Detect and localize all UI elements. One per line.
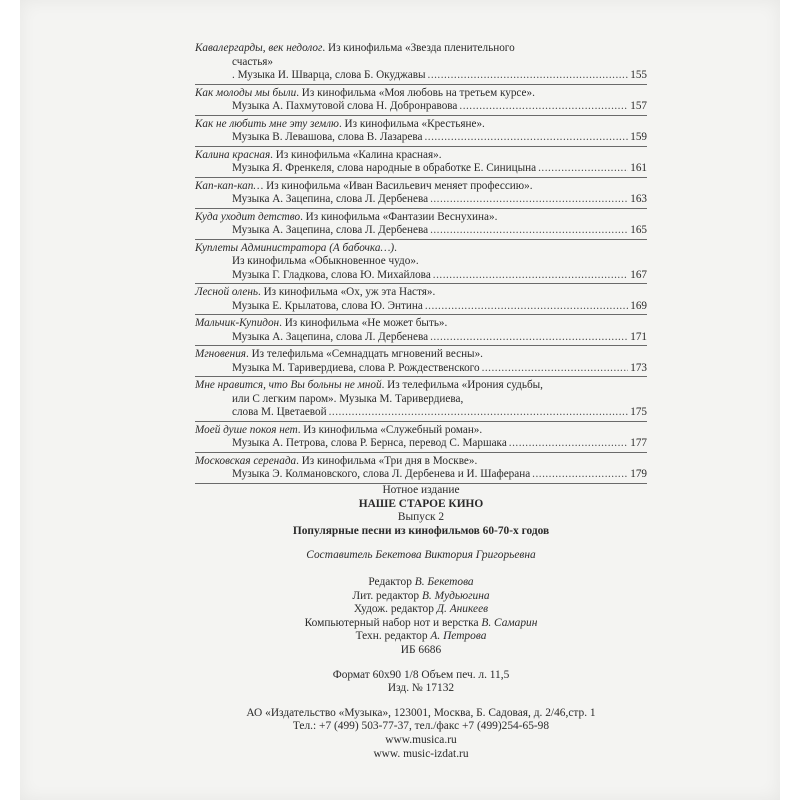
toc-entry — [195, 348, 647, 377]
book-subtitle: Популярные песни из кинофильмов 60-70-х годов — [292, 524, 550, 537]
song-title: Как не любить мне эту землю — [195, 117, 339, 130]
toc-entry — [195, 242, 647, 285]
song-title: Лесной олень — [195, 286, 258, 298]
imprint-block — [195, 484, 647, 761]
page-number: 169 — [630, 299, 647, 312]
table-of-contents — [195, 42, 647, 486]
dot-leader — [433, 269, 628, 283]
song-title: Мне нравится, что Вы больны не мной — [195, 379, 382, 391]
staff-row — [195, 603, 647, 617]
staff-role: Редактор — [368, 575, 415, 588]
toc-entry-credits-line — [195, 224, 647, 238]
song-source: . — [394, 241, 397, 254]
toc-entry — [195, 379, 647, 422]
toc-entry-credits-line — [195, 131, 647, 145]
compiler: Составитель Бекетова Виктория Григорьевна — [306, 549, 536, 562]
song-title: Моей душе покоя нет — [195, 423, 298, 436]
staff-role: Компьютерный набор нот и верстка — [304, 616, 482, 629]
toc-entry-heading — [195, 211, 647, 225]
page-number: 155 — [630, 69, 647, 81]
song-credits: Музыка А. Зацепина, слова Л. Дербенева — [232, 330, 429, 343]
website-1: www.musica.ru — [385, 733, 457, 746]
toc-entry-heading — [195, 455, 647, 469]
toc-entry-credits-line — [195, 193, 647, 207]
dot-leader — [538, 162, 628, 176]
page-number: 167 — [630, 268, 647, 281]
dot-leader — [430, 193, 628, 207]
toc-entry-credits-line — [195, 406, 647, 420]
toc-entry-credits-line — [195, 269, 647, 283]
song-credits: Музыка Э. Колмановского, слова Л. Дербенева и И. Шаферана — [232, 468, 531, 480]
toc-entry-credits-line — [195, 162, 647, 176]
toc-entry-heading — [195, 317, 647, 331]
toc-entry — [195, 455, 647, 484]
ib-number: ИБ 6686 — [400, 643, 442, 656]
toc-entry — [195, 87, 647, 116]
staff-row — [195, 630, 647, 644]
toc-entry-credits-line — [195, 100, 647, 114]
page-number: 161 — [630, 162, 647, 174]
song-credits: . Музыка И. Шварца, слова Б. Окуджавы — [232, 69, 426, 81]
staff-role: Техн. редактор — [355, 630, 431, 643]
toc-entry-heading — [195, 180, 647, 194]
song-title: Куда уходит детство — [195, 210, 301, 223]
dot-leader — [532, 468, 628, 482]
song-title: Как молоды мы были — [195, 86, 297, 99]
dot-leader — [428, 69, 629, 83]
page-number: 179 — [630, 468, 647, 480]
toc-entry-credits-line — [195, 362, 647, 376]
toc-entry — [195, 118, 647, 147]
toc-entry-credits-line — [195, 300, 647, 314]
staff-list — [195, 576, 647, 644]
song-credits: Музыка М. Таривердиева, слова Р. Рождественского — [232, 361, 480, 374]
dot-leader — [425, 300, 628, 314]
song-title: Мальчик-Купидон — [195, 317, 280, 329]
staff-role: Лит. редактор — [352, 589, 422, 602]
song-credits: Музыка А. Петрова, слова Р. Бернса, перевод С. Маршака — [232, 437, 507, 449]
page-number: 157 — [630, 100, 647, 112]
song-source: . Из кинофильма «Служебный роман». — [297, 423, 483, 436]
song-source: . Из кинофильма «Крестьяне». — [338, 117, 485, 130]
song-credits: Музыка Е. Крылатова, слова Ю. Энтина — [232, 299, 423, 312]
song-source: . Из кинофильма «Калина красная». — [270, 148, 442, 161]
song-title: Куплеты Администратора (А бабочка…) — [195, 241, 395, 254]
page-number: 163 — [630, 193, 647, 205]
order-number: Изд. № 17132 — [387, 682, 455, 695]
song-title: Мгновения — [195, 348, 246, 360]
toc-entry-heading — [195, 87, 647, 101]
song-credits: Музыка В. Левашова, слова В. Лазарева — [232, 131, 423, 143]
song-title: Калина красная — [195, 148, 271, 161]
toc-entry-continuation: или С легким паром». Музыка М. Таривердиева, — [232, 392, 464, 405]
toc-entry-credits-line — [195, 468, 647, 482]
toc-entry — [195, 286, 647, 315]
dot-leader — [459, 100, 628, 114]
song-title: Кап-кап-кап… — [195, 179, 264, 192]
song-title: Московская серенада — [195, 454, 297, 467]
toc-entry-heading — [195, 424, 647, 438]
toc-entry-credits-line — [195, 437, 647, 451]
page-number: 177 — [630, 437, 647, 449]
song-source: . Из кинофильма «Три дня в Москве». — [296, 454, 478, 467]
song-source: . Из кинофильма «Звезда пленительного — [322, 42, 515, 54]
toc-entry-continuation: Из кинофильма «Обыкновенное чудо». — [232, 255, 419, 267]
dot-leader — [482, 362, 629, 376]
dot-leader — [430, 331, 628, 345]
dot-leader — [509, 437, 628, 451]
page-number: 165 — [630, 224, 647, 236]
song-source: . Из кинофильма «Не может быть». — [279, 317, 448, 329]
song-source: . Из телефильма «Семнадцать мгновений весны». — [246, 348, 483, 360]
staff-name: В. Самарин — [481, 616, 538, 629]
toc-entry — [195, 149, 647, 178]
page-number: 173 — [630, 361, 647, 374]
song-source: . Из кинофильма «Моя любовь на третьем курсе». — [296, 86, 535, 99]
song-credits: Музыка Я. Френкеля, слова народные в обработке Е. Синицына — [232, 162, 537, 174]
toc-entry-heading — [195, 286, 647, 300]
publisher-phones: Тел.: +7 (499) 503-77-37, тел./факс +7 (499)254-65-98 — [292, 720, 550, 733]
page-number: 175 — [630, 406, 647, 418]
song-credits: слова М. Цветаевой — [232, 406, 327, 418]
song-source: . Из кинофильма «Ох, уж эта Настя». — [257, 286, 436, 298]
toc-entry — [195, 424, 647, 453]
toc-entry-heading — [195, 242, 647, 256]
book-page — [20, 0, 780, 800]
page-number: 159 — [630, 131, 647, 143]
toc-entry — [195, 317, 647, 346]
toc-entry-credits-line — [195, 69, 647, 83]
toc-entry — [195, 211, 647, 240]
dot-leader — [424, 131, 628, 145]
staff-row — [195, 590, 647, 604]
staff-row — [195, 617, 647, 631]
song-title: Кавалергарды, век недолог — [195, 42, 323, 54]
song-source: . Из кинофильма «Фантазии Веснухина». — [300, 210, 498, 223]
toc-entry-continuation: счастья» — [232, 55, 274, 68]
book-title: НАШЕ СТАРОЕ КИНО — [358, 497, 484, 510]
toc-entry — [195, 180, 647, 209]
staff-name: Д. Аникеев — [436, 603, 489, 616]
song-credits: Музыка Г. Гладкова, слова Ю. Михайлова — [232, 268, 431, 281]
song-credits: Музыка А. Зацепина, слова Л. Дербенева — [232, 193, 429, 205]
toc-entry-credits-line — [195, 331, 647, 345]
dot-leader — [430, 224, 628, 238]
toc-entry-heading — [195, 348, 647, 362]
toc-entry-heading — [195, 379, 647, 393]
publisher-address: АО «Издательство «Музыка», 123001, Москва, Б. Садовая, д. 2/46,стр. 1 — [246, 706, 596, 719]
edition-type: Нотное издание — [382, 484, 460, 496]
website-2: www. music-izdat.ru — [373, 747, 469, 760]
issue-number: Выпуск 2 — [397, 511, 445, 524]
toc-entry-heading — [195, 42, 647, 56]
song-credits: Музыка А. Зацепина, слова Л. Дербенева — [232, 224, 429, 236]
staff-name: В. Бекетова — [414, 575, 474, 588]
staff-name: А. Петрова — [430, 630, 487, 643]
staff-role: Худож. редактор — [353, 603, 437, 616]
toc-entry-heading — [195, 118, 647, 132]
song-source: . Из телефильма «Ирония судьбы, — [381, 379, 543, 391]
toc-entry-heading — [195, 149, 647, 163]
page-number: 171 — [630, 330, 647, 343]
staff-name: В. Мудьюгина — [421, 589, 490, 602]
toc-entry — [195, 42, 647, 85]
song-source: Из кинофильма «Иван Васильевич меняет профессию». — [263, 179, 533, 192]
song-credits: Музыка А. Пахмутовой слова Н. Добронравова — [232, 100, 458, 112]
format-line: Формат 60х90 1/8 Объем печ. л. 11,5 — [332, 668, 510, 681]
staff-row — [195, 576, 647, 590]
dot-leader — [329, 406, 629, 420]
